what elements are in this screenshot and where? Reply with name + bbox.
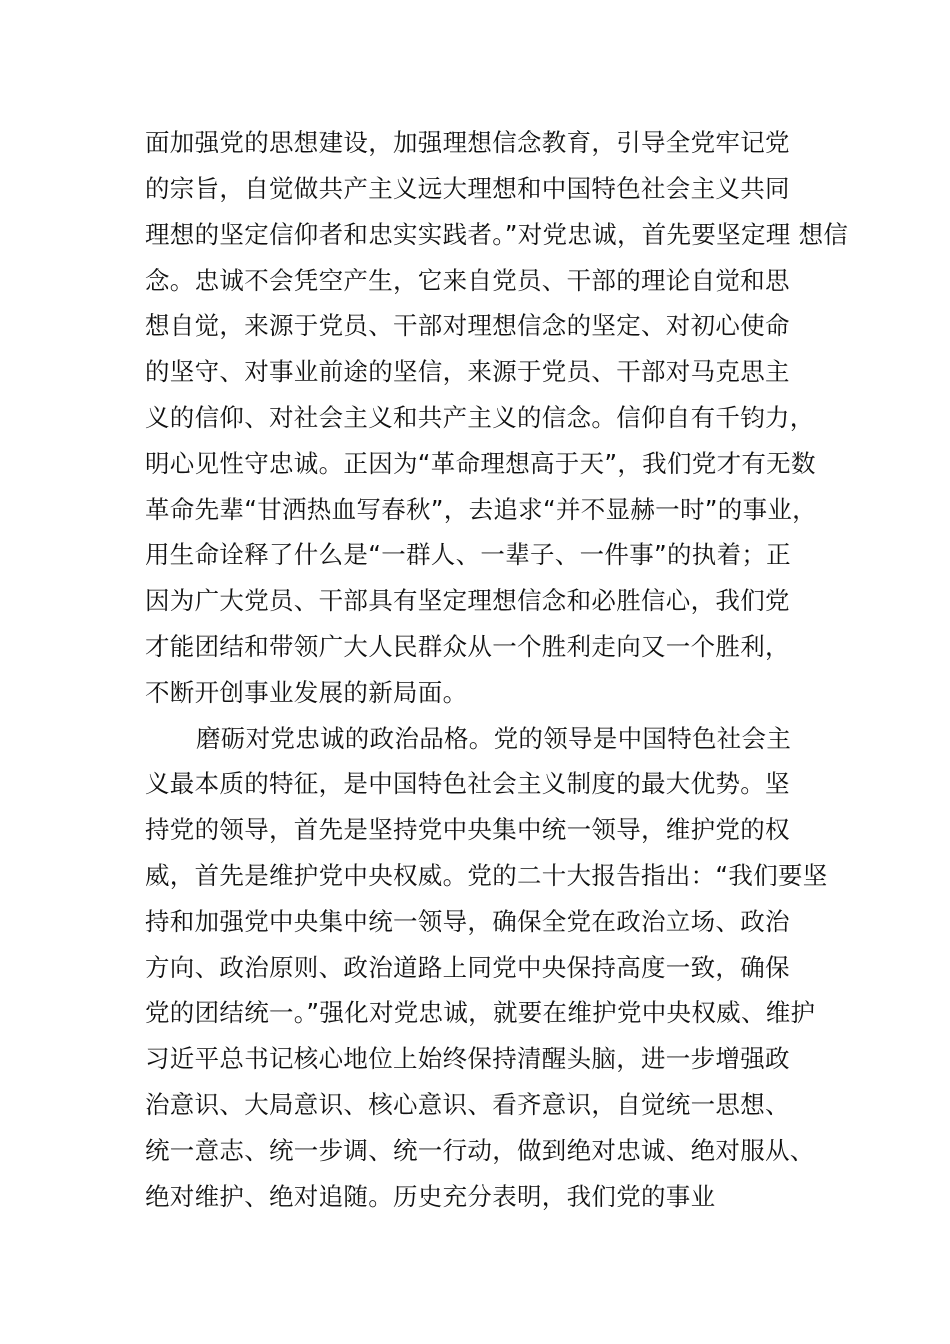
text-line: 威，首先是维护党中央权威。党的二十大报告指出：“我们要坚	[145, 861, 828, 890]
text-line: 统一意志、统一步调、统一行动，做到绝对忠诚、绝对服从、	[145, 1136, 815, 1165]
text-line: 革命先辈“甘洒热血写春秋”，去追求“并不显赫一时”的事业，	[145, 495, 817, 524]
text-line: 方向、政治原则、政治道路上同党中央保持高度一致，确保	[145, 953, 790, 982]
text-line: 义最本质的特征，是中国特色社会主义制度的最大优势。坚	[145, 769, 790, 798]
text-line: 理想的坚定信仰者和忠实实践者。”对党忠诚，首先要坚定理 想信	[145, 220, 849, 249]
text-line: 用生命诠释了什么是“一群人、一辈子、一件事”的执着；正	[145, 540, 791, 569]
text-line: 持党的领导，首先是坚持党中央集中统一领导，维护党的权	[145, 815, 790, 844]
text-line: 义的信仰、对社会主义和共产主义的信念。信仰自有千钧力，	[145, 403, 815, 432]
text-line: 想自觉，来源于党员、干部对理想信念的坚定、对初心使命	[145, 311, 790, 340]
text-line: 绝对维护、绝对追随。历史充分表明，我们党的事业	[145, 1182, 716, 1211]
text-line: 的坚守、对事业前途的坚信，来源于党员、干部对马克思主	[145, 357, 790, 386]
text-line: 才能团结和带领广大人民群众从一个胜利走向又一个胜利，	[145, 632, 790, 661]
text-line: 党的团结统一。”强化对党忠诚，就要在维护党中央权威、维护	[145, 998, 816, 1027]
text-line: 治意识、大局意识、核心意识、看齐意识，自觉统一思想、	[145, 1090, 790, 1119]
text-line: 习近平总书记核心地位上始终保持清醒头脑，进一步增强政	[145, 1044, 790, 1073]
text-line: 持和加强党中央集中统一领导，确保全党在政治立场、政治	[145, 907, 790, 936]
text-line: 面加强党的思想建设，加强理想信念教育，引导全党牢记党	[145, 128, 790, 157]
paragraph-heading-line: 磨砺对党忠诚的政治品格。党的领导是中国特色社会主	[196, 724, 792, 753]
text-line: 念。忠诚不会凭空产生，它来自党员、干部的理论自觉和思	[145, 266, 790, 295]
text-line: 不断开创事业发展的新局面。	[145, 678, 468, 707]
text-line: 因为广大党员、干部具有坚定理想信念和必胜信心，我们党	[145, 586, 790, 615]
text-line: 的宗旨，自觉做共产主义远大理想和中国特色社会主义共同	[145, 174, 790, 203]
text-line: 明心见性守忠诚。正因为“革命理想高于天”，我们党才有无数	[145, 449, 816, 478]
